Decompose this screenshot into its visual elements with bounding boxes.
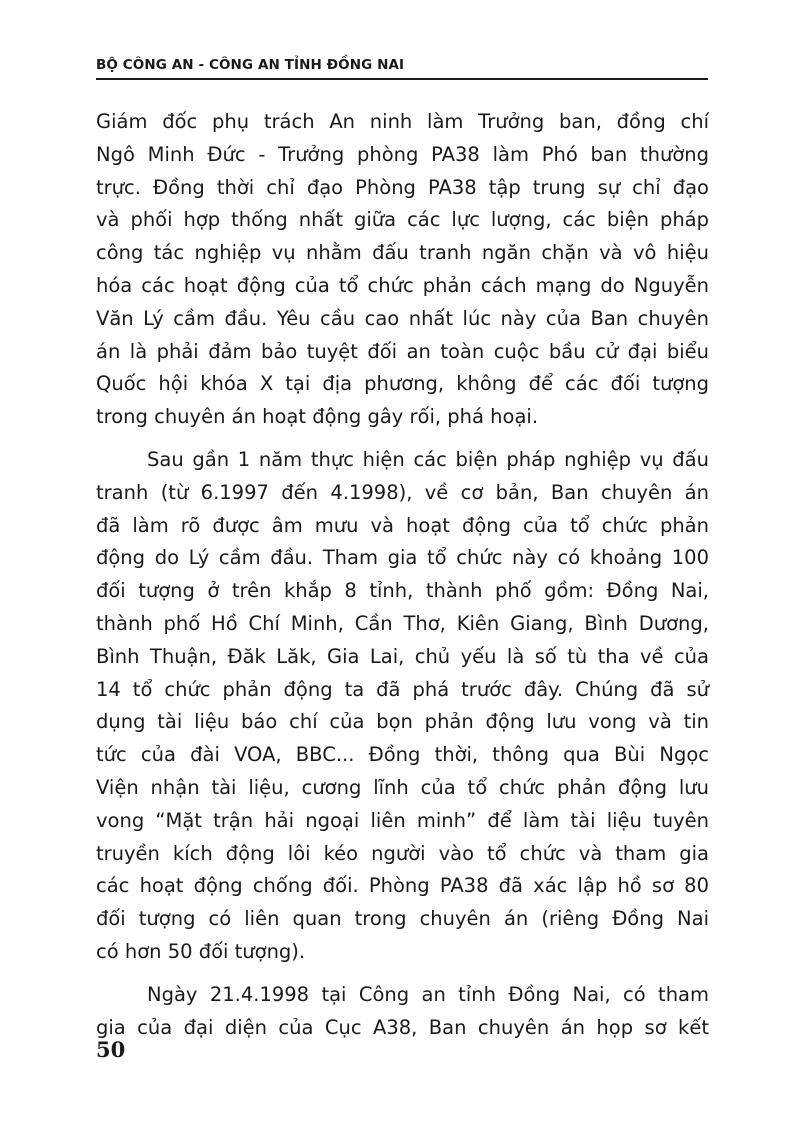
text-line: vong “Mặt trận hải ngoại liên minh” để làm tài liệu tuyên [96, 808, 709, 832]
text-line: Quốc hội khóa X tại địa phương, không để các đối tượng [96, 372, 710, 396]
header-rule [96, 78, 708, 80]
text-line: gia của đại diện của Cục A38, Ban chuyên án họp sơ kết [96, 1015, 709, 1039]
text-line: hóa các hoạt động của tổ chức phản cách mạng do Nguyễn [96, 273, 709, 297]
text-line: và phối hợp thống nhất giữa các lực lượng, các biện pháp [96, 208, 710, 232]
text-line: đối tượng có liên quan trong chuyên án (riêng Đồng Nai [96, 907, 709, 931]
text-line: đã làm rõ được âm mưu và hoạt động của tổ chức phản [96, 513, 709, 537]
text-line: có hơn 50 đối tượng). [96, 939, 306, 963]
text-line: Văn Lý cầm đầu. Yêu cầu cao nhất lúc này của Ban chuyên [96, 306, 709, 330]
text-line: các hoạt động chống đối. Phòng PA38 đã xác lập hồ sơ 80 [96, 874, 709, 898]
text-line: Sau gần 1 năm thực hiện các biện pháp nghiệp vụ đấu [147, 447, 709, 471]
text-line: thành phố Hồ Chí Minh, Cần Thơ, Kiên Giang, Bình Dương, [96, 611, 709, 635]
text-line: án là phải đảm bảo tuyệt đối an toàn cuộc bầu cử đại biểu [96, 339, 709, 363]
text-line: 14 tổ chức phản động ta đã phá trước đây. Chúng đã sử [96, 677, 709, 701]
text-line: Ngô Minh Đức - Trưởng phòng PA38 làm Phó ban thường [96, 142, 709, 166]
paragraph-1 [96, 106, 709, 434]
text-line: Ngày 21.4.1998 tại Công an tỉnh Đồng Nai, có tham [147, 982, 709, 1006]
running-header-title: BỘ CÔNG AN - CÔNG AN TỈNH ĐỒNG NAI [96, 57, 405, 73]
paragraph-2 [96, 444, 709, 969]
text-line: Giám đốc phụ trách An ninh làm Trưởng ban, đồng chí [96, 110, 709, 133]
running-header [96, 56, 708, 80]
paragraph-3 [96, 979, 709, 1045]
text-line: trong chuyên án hoạt động gây rối, phá hoại. [96, 405, 539, 429]
text-line: đối tượng ở trên khắp 8 tỉnh, thành phố gồm: Đồng Nai, [96, 579, 709, 603]
text-line: truyền kích động lôi kéo người vào tổ chức và tham gia [96, 841, 709, 865]
page-number: 50 [96, 1037, 126, 1062]
text-line: tức của đài VOA, BBC... Đồng thời, thông qua Bùi Ngọc [96, 743, 709, 767]
text-line: Bình Thuận, Đăk Lăk, Gia Lai, chủ yếu là số tù tha về của [96, 644, 709, 668]
text-line: tranh (từ 6.1997 đến 4.1998), về cơ bản, Ban chuyên án [96, 480, 709, 504]
page-body [96, 106, 709, 1044]
text-line: trực. Đồng thời chỉ đạo Phòng PA38 tập trung sự chỉ đạo [96, 175, 709, 199]
text-line: động do Lý cầm đầu. Tham gia tổ chức này có khoảng 100 [96, 546, 709, 570]
text-line: công tác nghiệp vụ nhằm đấu tranh ngăn chặn và vô hiệu [96, 241, 709, 265]
text-line: Viện nhận tài liệu, cương lĩnh của tổ chức phản động lưu [96, 775, 709, 799]
text-line: dụng tài liệu báo chí của bọn phản động lưu vong và tin [96, 710, 709, 734]
